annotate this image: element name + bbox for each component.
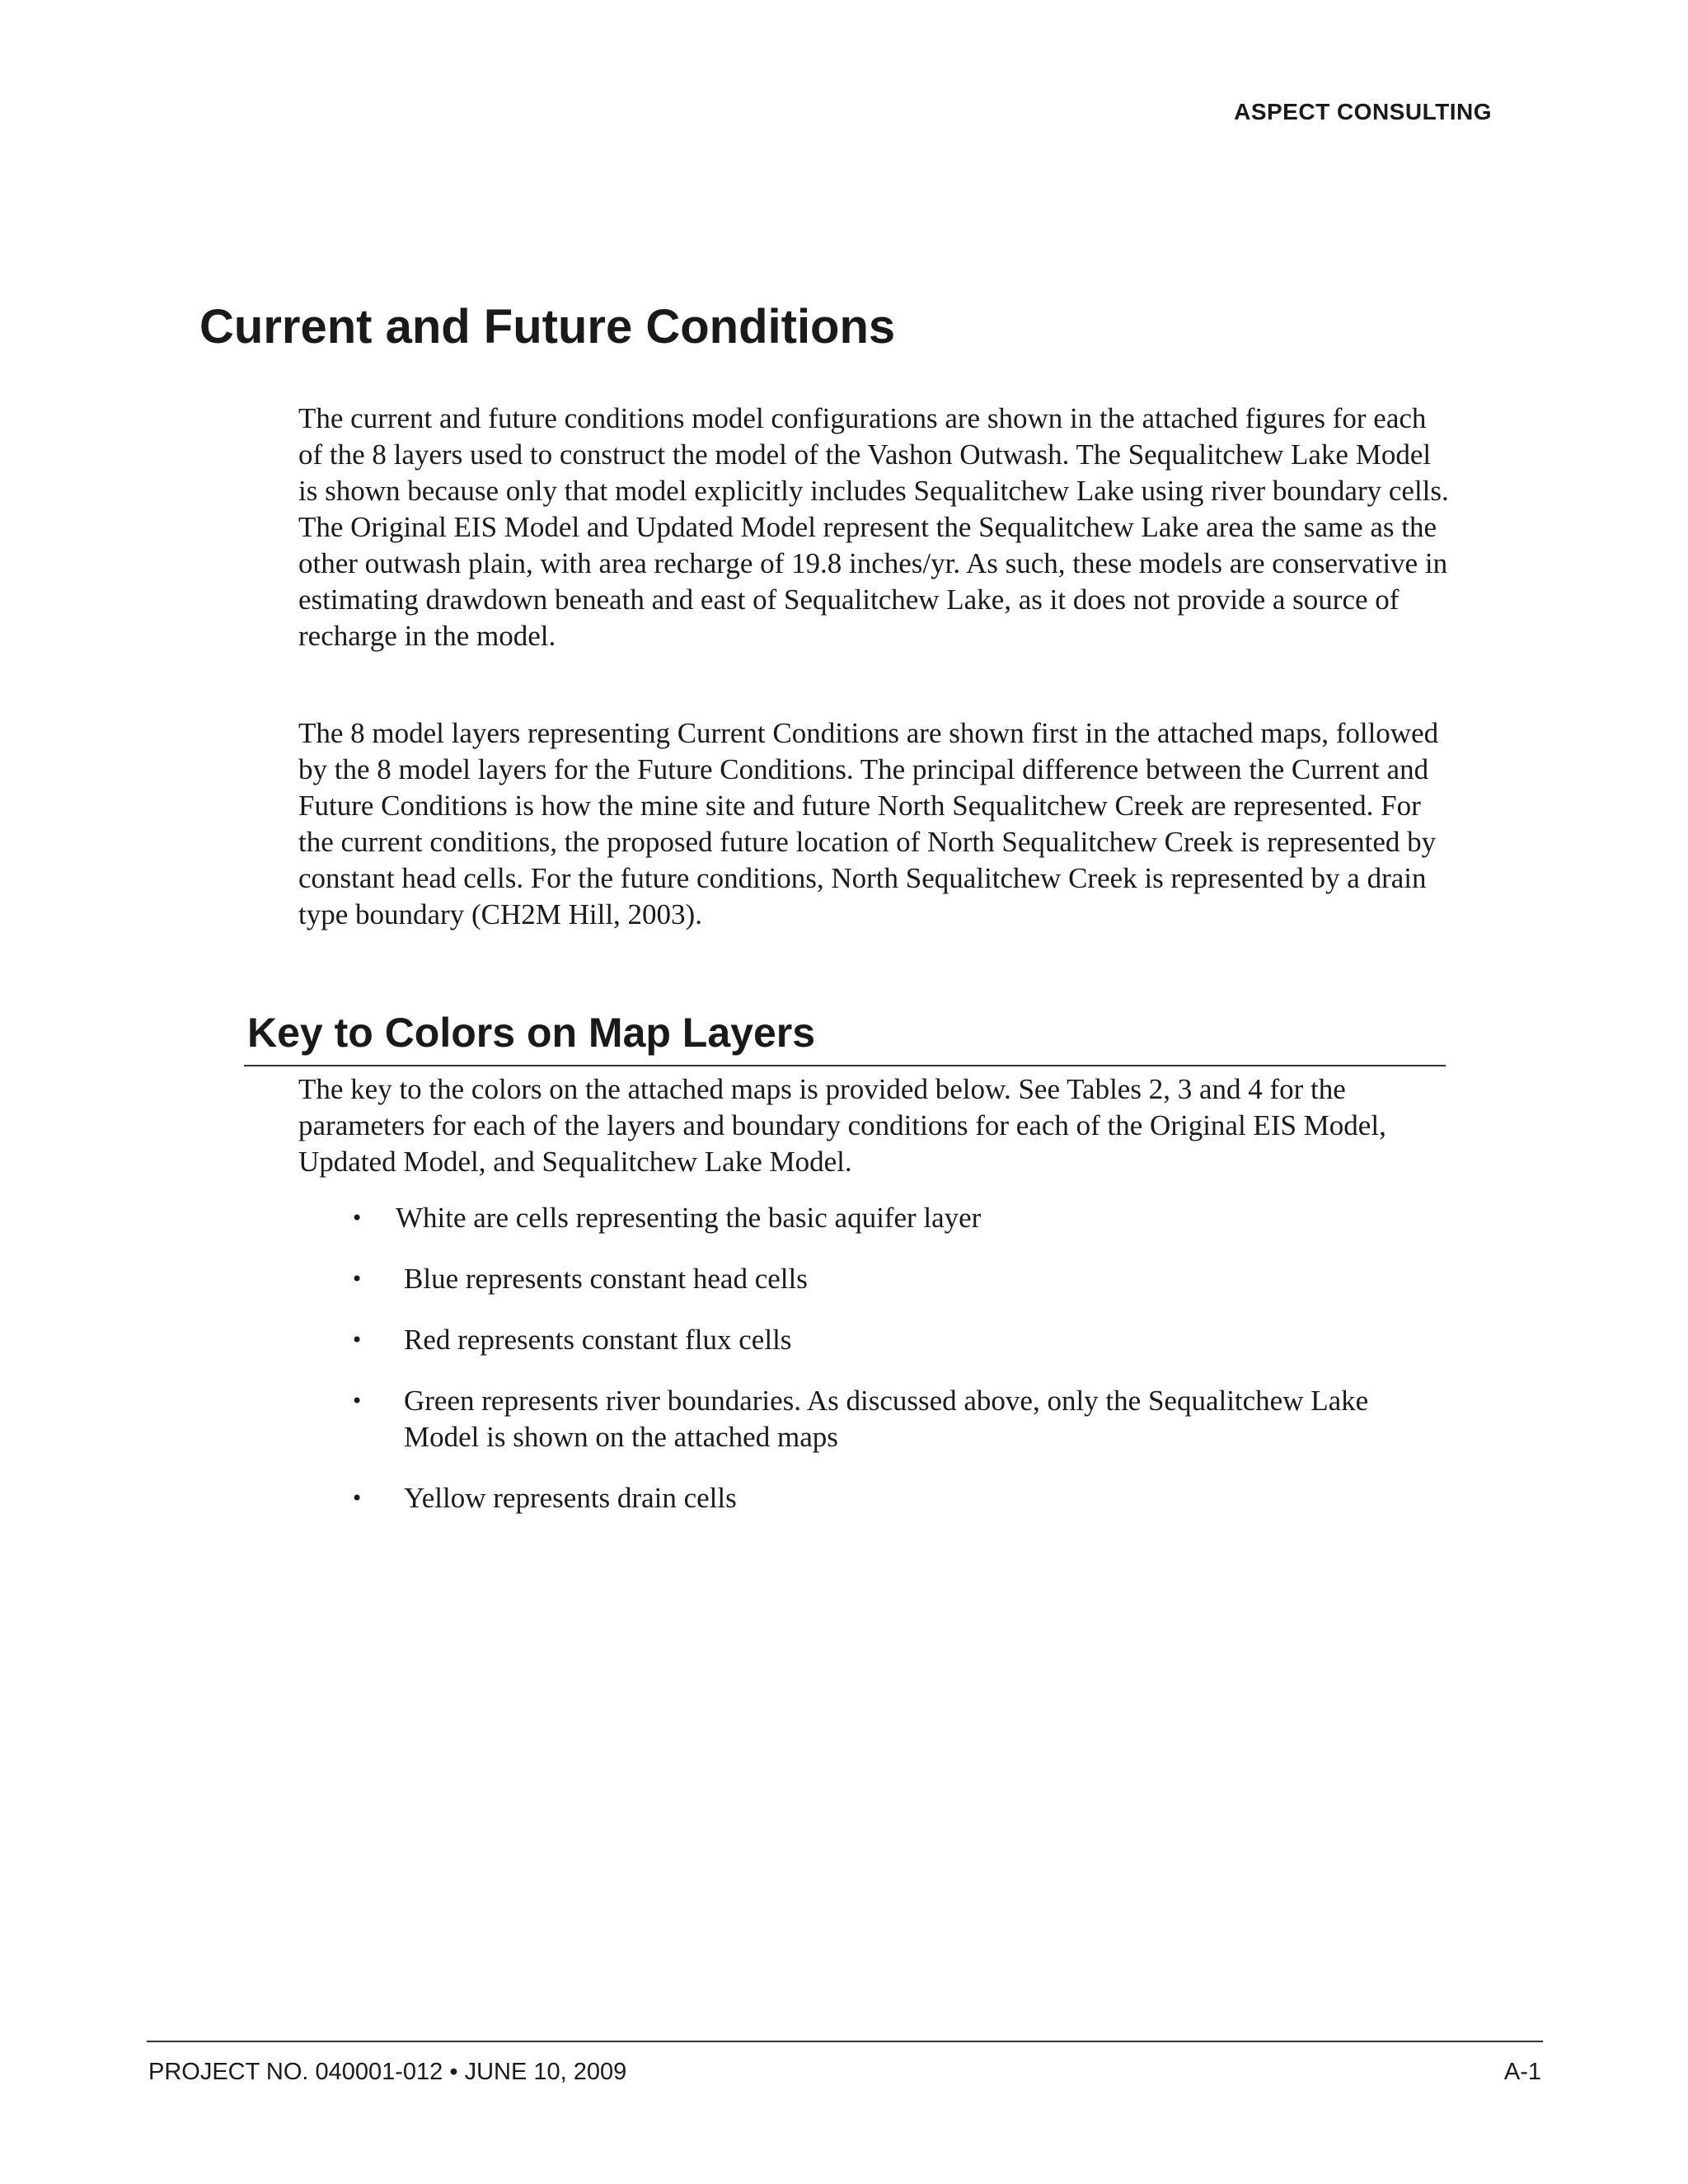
list-item-text: Green represents river boundaries. As discussed above, only the Sequalitchew Lake Model is shown on the attached maps [404,1385,1369,1453]
bullet-icon: • [351,1487,363,1510]
bullet-icon: • [351,1390,363,1413]
paragraph-model-configurations: The current and future conditions model configurations are shown in the attached figures for each of the 8 layers used to construct the model of the Vashon Outwash. The Sequalitchew Lake Model is shown because only that model explicitly includes Sequalitchew Lake using river boundary cells. The Original EIS Model and Updated Model represent the Sequalitchew Lake area the same as the other outwash plain, with area recharge of 19.8 inches/yr. As such, these models are conservative in estimating drawdown beneath and east of Sequalitchew Lake, as it does not provide a source of recharge in the model. [298,402,1449,652]
page-number: A-1 [1503,2059,1541,2085]
section-divider [244,1065,1446,1066]
paragraph-model-layers: The 8 model layers representing Current Conditions are shown first in the attached maps, followed by the 8 model layers for the Future Conditions. The principal difference between the Current and Future Conditions is how the mine site and future North Sequalitchew Creek are represented. For the current conditions, the proposed future location of North Sequalitchew Creek is represented by constant head cells. For the future conditions, North Sequalitchew Creek is represented by a drain type boundary (CH2M Hill, 2003). [298,717,1439,930]
list-item-text: Red represents constant flux cells [404,1324,792,1356]
bullet-icon: • [351,1329,363,1352]
company-header: ASPECT CONSULTING [1234,99,1492,124]
list-item-text: White are cells representing the basic aquifer layer [396,1202,982,1234]
section-title-current-future: Current and Future Conditions [199,300,896,354]
section-title-key-to-colors: Key to Colors on Map Layers [247,1010,816,1056]
footer-project-info: PROJECT NO. 040001-012 • JUNE 10, 2009 [148,2059,627,2085]
bullet-icon: • [351,1207,363,1230]
paragraph-color-key-intro: The key to the colors on the attached maps is provided below. See Tables 2, 3 and 4 for the parameters for each of the layers and boundary conditions for each of the Original EIS Model, Updated Model, and Sequalitchew Lake Model. [298,1073,1386,1178]
bullet-icon: • [351,1268,363,1291]
list-item-text: Yellow represents drain cells [404,1482,737,1514]
footer-divider [147,2041,1543,2042]
list-item-text: Blue represents constant head cells [404,1263,808,1295]
